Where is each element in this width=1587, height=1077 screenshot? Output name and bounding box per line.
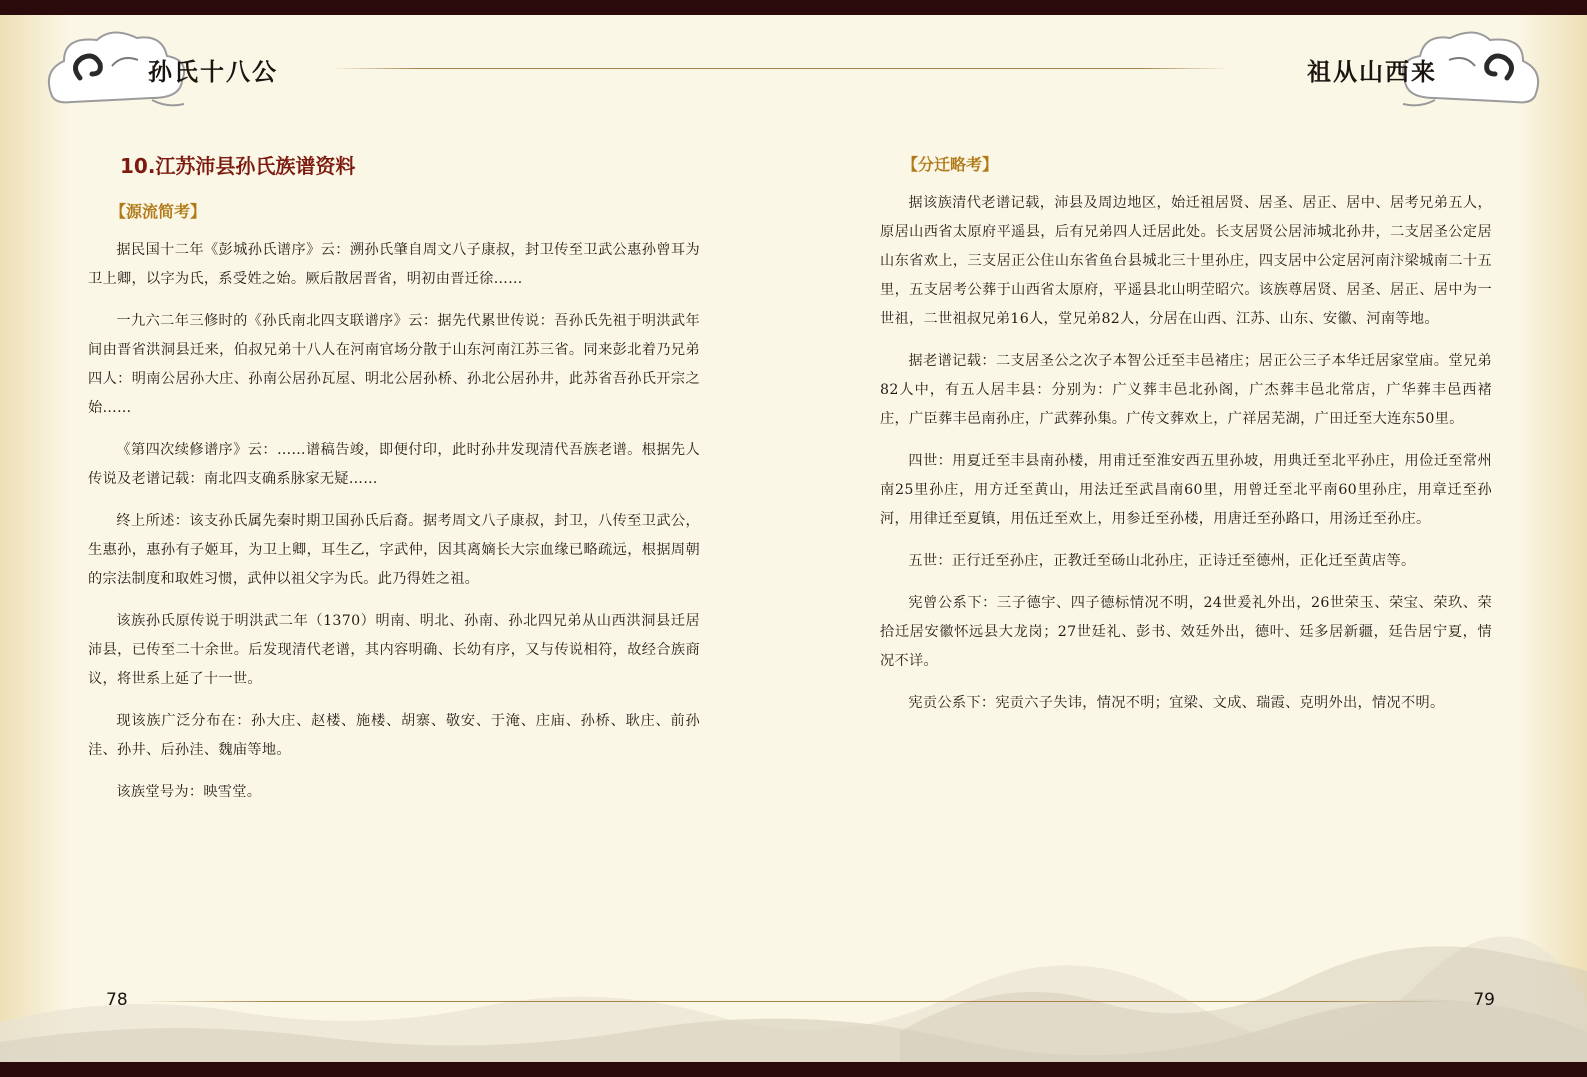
page-number-right: 79 <box>1473 990 1495 1010</box>
left-edge-shade <box>0 15 70 1062</box>
running-header-right: 祖从山西来 <box>1307 58 1437 86</box>
right-edge-shade <box>1517 15 1587 1062</box>
paragraph: 一九六二年三修时的《孙氏南北四支联谱序》云：据先代累世传说：吾孙氏先祖于明洪武年间由晋省洪洞县迁来，伯叔兄弟十八人在河南官场分散于山东河南江苏三省。同来彭北着乃兄弟四人：明南公居孙大庄、孙南公居孙瓦屋、明北公居孙桥、孙北公居孙井，此苏省吾孙氏开宗之始…… <box>88 313 700 416</box>
section-title: 10.江苏沛县孙氏族谱资料 <box>120 154 356 178</box>
running-header-left: 孙氏十八公 <box>148 58 278 86</box>
paragraph: 该族孙氏原传说于明洪武二年（1370）明南、明北、孙南、孙北四兄弟从山西洪洞县迁居沛县，已传至二十余世。后发现清代老谱，其内容明确、长幼有序，又与传说相符，故经合族商议，将世系上延了十一世。 <box>88 613 700 687</box>
sub-heading-origin: 【源流简考】 <box>110 202 207 221</box>
paragraph: 该族堂号为：映雪堂。 <box>116 784 262 800</box>
header-divider <box>330 68 1230 69</box>
footer-divider <box>140 1001 1450 1002</box>
right-page-content <box>880 150 1492 731</box>
bottom-border <box>0 1062 1587 1077</box>
left-page-content <box>88 150 700 820</box>
paragraph: 《第四次续修谱序》云：……谱稿告竣，即便付印，此时孙井发现清代吾族老谱。根据先人传说及老谱记载：南北四支确系脉家无疑…… <box>88 442 700 487</box>
page-number-left: 78 <box>106 990 128 1010</box>
paragraph: 五世：正行迁至孙庄，正教迁至砀山北孙庄，正诗迁至德州，正化迁至黄店等。 <box>908 553 1416 569</box>
sub-heading-migration: 【分迁略考】 <box>902 155 999 174</box>
paragraph: 据民国十二年《彭城孙氏谱序》云：溯孙氏肇自周文八子康叔，封卫传至卫武公惠孙曾耳为卫上卿，以字为氏，系受姓之始。厥后散居晋省，明初由晋迁徐…… <box>88 242 700 287</box>
paragraph: 据老谱记载：二支居圣公之次子本智公迁至丰邑褚庄；居正公三子本华迁居家堂庙。堂兄弟82人中，有五人居丰县：分别为：广义葬丰邑北孙阁，广杰葬丰邑北常店，广华葬丰邑西褚庄，广臣葬丰邑南孙庄，广武葬孙集。广传文葬欢上，广祥居芜湖，广田迁至大连东50里。 <box>880 353 1492 427</box>
top-border <box>0 0 1587 15</box>
paragraph: 四世：用夏迁至丰县南孙楼，用甫迁至淮安西五里孙坡，用典迁至北平孙庄，用俭迁至常州南25里孙庄，用方迁至黄山，用法迁至武昌南60里，用曾迁至北平南60里孙庄，用章迁至孙河，用律迁至夏镇，用伍迁至欢上，用参迁至孙楼，用唐迁至孙路口，用汤迁至孙庄。 <box>880 453 1492 527</box>
paragraph: 宪曾公系下：三子德宇、四子德标情况不明，24世爰礼外出，26世荣玉、荣宝、荣玖、荣拾迁居安徽怀远县大龙岗；27世廷礼、彭书、效廷外出，德叶、廷多居新疆，廷告居宁夏，情况不详。 <box>880 595 1492 669</box>
mountain-landscape-decoration <box>0 912 1587 1062</box>
paragraph: 终上所述：该支孙氏属先秦时期卫国孙氏后裔。据考周文八子康叔，封卫，八传至卫武公，生惠孙，惠孙有子姬耳，为卫上卿，耳生乙，字武仲，因其离嫡长大宗血缘已略疏远，根据周朝的宗法制度和取姓习惯，武仲以祖父字为氏。此乃得姓之祖。 <box>88 513 700 587</box>
paragraph: 宪贡公系下：宪贡六子失讳，情况不明；宜梁、文成、瑞霞、克明外出，情况不明。 <box>908 695 1445 711</box>
paragraph: 据该族清代老谱记载，沛县及周边地区，始迁祖居贤、居圣、居正、居中、居考兄弟五人，原居山西省太原府平遥县，后有兄弟四人迁居此处。长支居贤公居沛城北孙井，二支居圣公定居山东省欢上，三支居正公住山东省鱼台县城北三十里孙庄，四支居中公定居河南汴梁城南二十五里，五支居考公葬于山西省太原府，平遥县北山明茔昭穴。该族尊居贤、居圣、居正、居中为一世祖，二世祖叔兄弟16人，堂兄弟82人，分居在山西、江苏、山东、安徽、河南等地。 <box>880 195 1492 327</box>
paragraph: 现该族广泛分布在：孙大庄、赵楼、施楼、胡寨、敬安、于淹、庄庙、孙桥、耿庄、前孙洼、孙井、后孙洼、魏庙等地。 <box>88 713 700 758</box>
